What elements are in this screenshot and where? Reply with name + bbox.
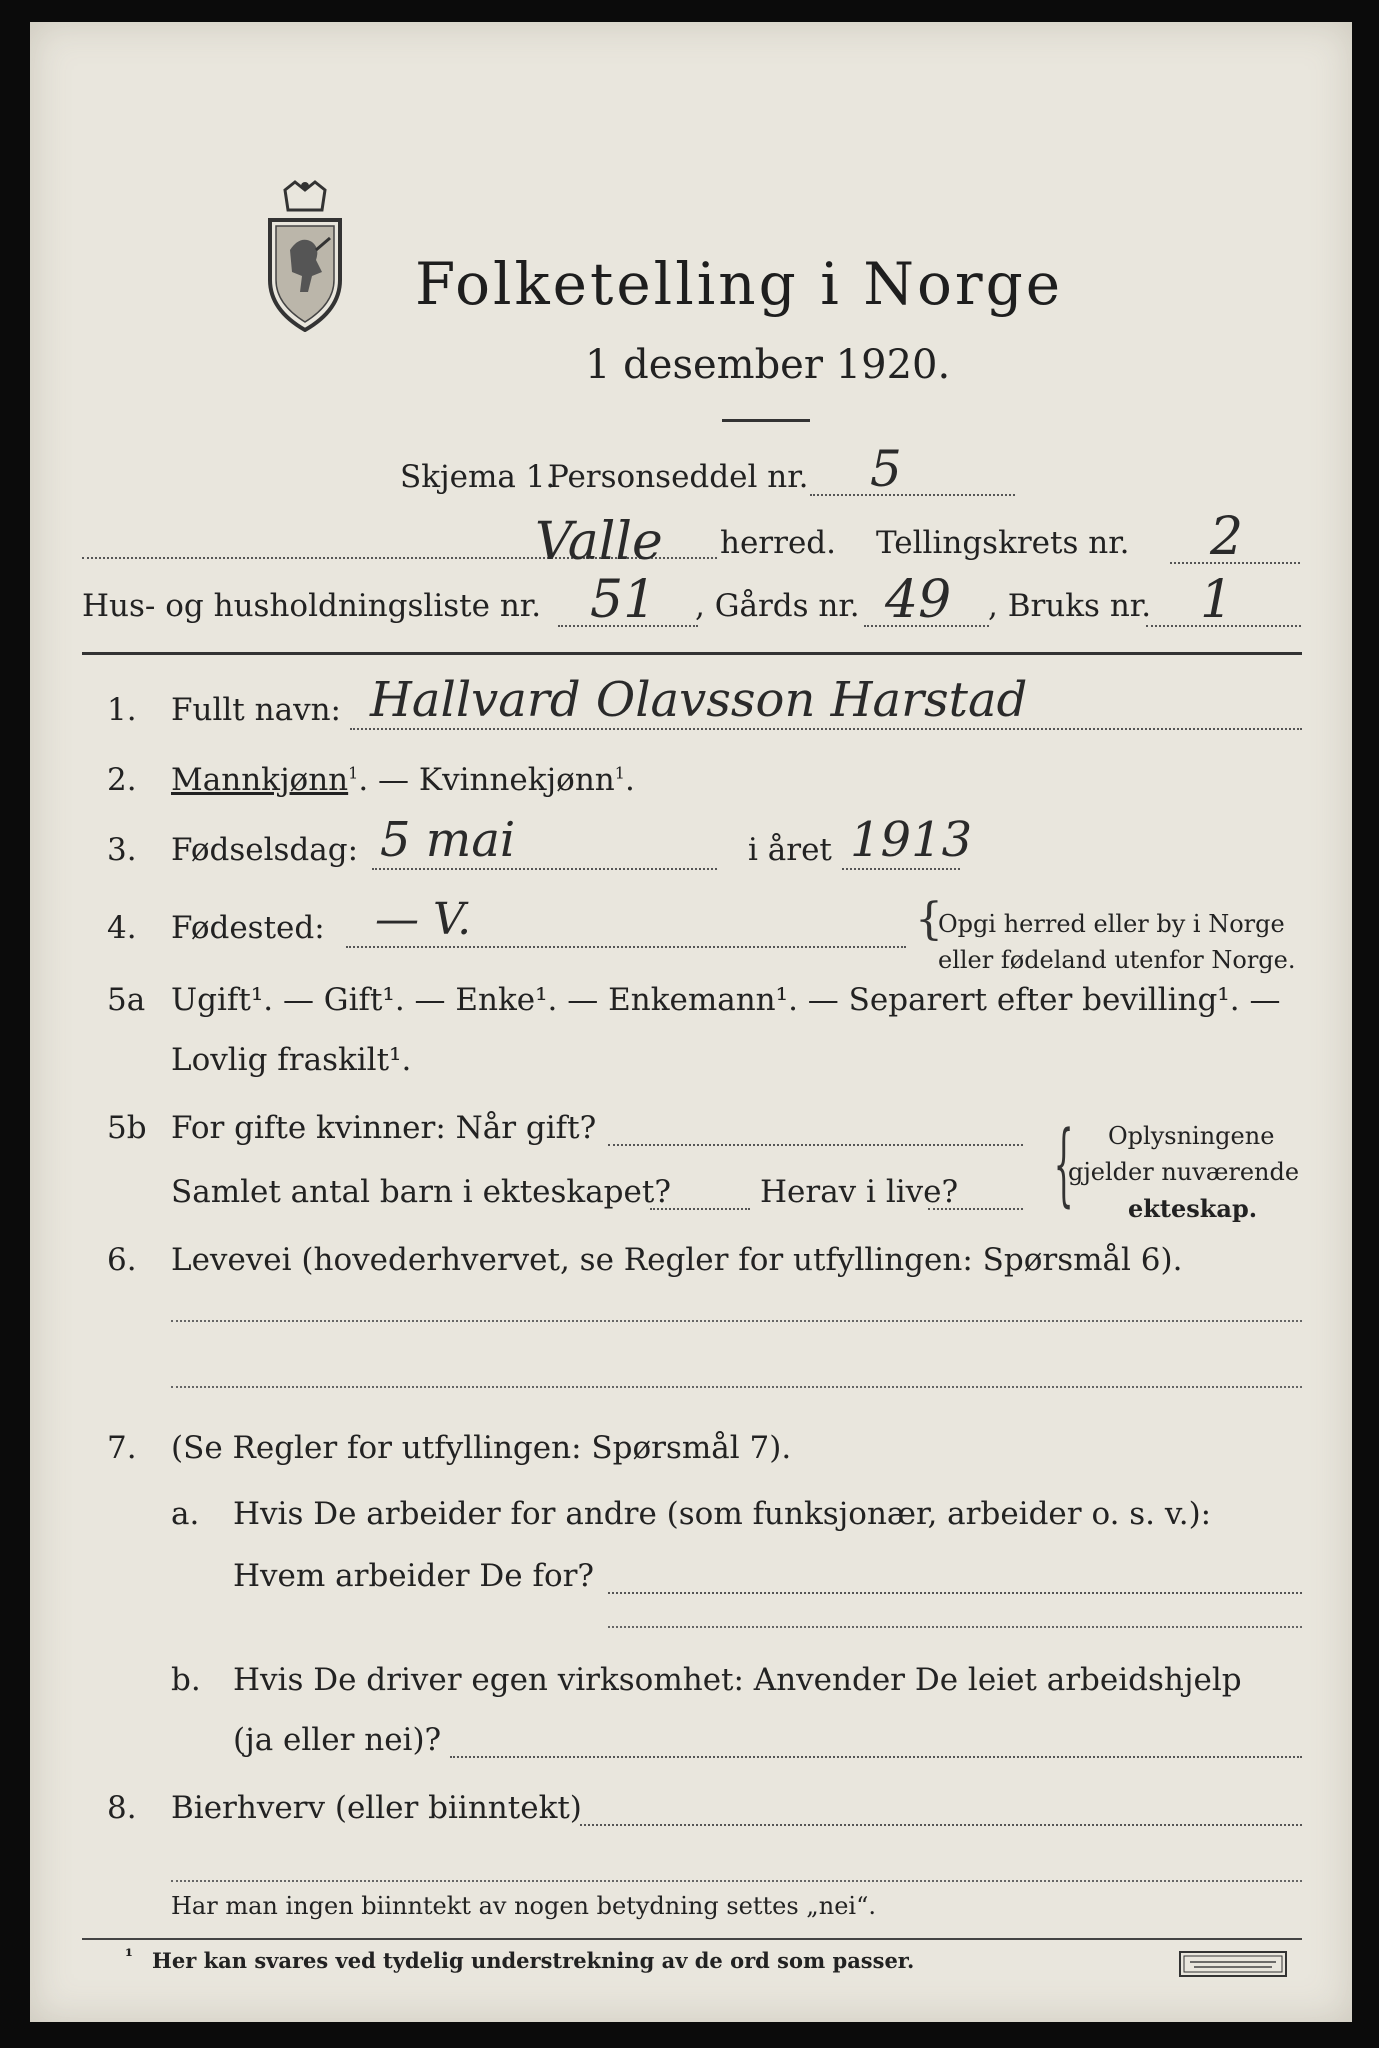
- birthplace-note-line2: eller fødeland utenfor Norge.: [938, 946, 1296, 974]
- tellingskrets-value[interactable]: 2: [1210, 507, 1244, 567]
- q5b-alive-label: Herav i live?: [760, 1174, 959, 1210]
- q3-label: Fødselsdag:: [171, 832, 359, 868]
- header-divider: [82, 652, 1302, 655]
- skjema-label: Skjema 1.: [400, 459, 556, 495]
- birthplace-note-line1: Opgi herred eller by i Norge: [938, 910, 1285, 938]
- year-label: i året: [748, 832, 832, 868]
- title-divider: [722, 419, 810, 422]
- q1-label: Fullt navn:: [171, 692, 341, 728]
- footnote-mark: ¹: [125, 1946, 133, 1967]
- bruks-value[interactable]: 1: [1200, 570, 1234, 630]
- hus-label: Hus- og husholdningsliste nr.: [82, 588, 542, 624]
- full-name-value[interactable]: Hallvard Olavsson Harstad: [370, 672, 1028, 728]
- q4-label: Fødested:: [171, 910, 325, 946]
- q7-label: (Se Regler for utfyllingen: Spørsmål 7).: [171, 1430, 792, 1466]
- gender-male-option[interactable]: Mannkjønn: [171, 762, 349, 798]
- q4-number: 4.: [107, 910, 137, 946]
- q8-number: 8.: [107, 1790, 137, 1826]
- marital-status-options[interactable]: Ugift¹. — Gift¹. — Enke¹. — Enkemann¹. — Separert efter bevilling¹. —: [171, 982, 1281, 1018]
- q7a-employer-label: Hvem arbeider De for?: [233, 1558, 595, 1594]
- q7b-yes-no-label: (ja eller nei)?: [233, 1722, 442, 1758]
- birthday-value[interactable]: 5 mai: [380, 812, 516, 868]
- q7a-letter: a.: [171, 1496, 200, 1532]
- personseddel-label: Personseddel nr.: [548, 459, 809, 495]
- hus-value[interactable]: 51: [590, 570, 657, 630]
- bruks-label: , Bruks nr.: [988, 588, 1152, 624]
- footnote-divider: [82, 1938, 1302, 1940]
- q6-answer-line2[interactable]: [171, 1386, 1302, 1388]
- census-date: 1 desember 1920.: [585, 342, 951, 388]
- q7b-letter: b.: [171, 1662, 201, 1698]
- q2-number: 2.: [107, 762, 137, 798]
- q3-number: 3.: [107, 832, 137, 868]
- footnote-text: Her kan svares ved tydelig understrekning av de ord som passer.: [152, 1948, 915, 1973]
- gender-separator: . —: [358, 762, 419, 798]
- herred-value[interactable]: Valle: [535, 512, 663, 572]
- q7a-answer-line[interactable]: [608, 1626, 1302, 1628]
- q5b-when-married-label: For gifte kvinner: Når gift?: [171, 1110, 597, 1146]
- q5b-children-label: Samlet antal barn i ekteskapet?: [171, 1174, 671, 1210]
- q8-answer-line[interactable]: [171, 1880, 1302, 1882]
- tellingskrets-label: Tellingskrets nr.: [876, 525, 1130, 561]
- norway-lion-crest-icon: [250, 180, 360, 332]
- q1-number: 1.: [107, 692, 137, 728]
- birth-year-value[interactable]: 1913: [850, 812, 973, 868]
- gender-female-option[interactable]: Kvinnekjønn: [418, 762, 615, 798]
- q5b-note-line3: ekteskap.: [1128, 1194, 1258, 1223]
- personseddel-value[interactable]: 5: [870, 440, 902, 498]
- gards-label: , Gårds nr.: [695, 588, 860, 624]
- census-sheet: Folketelling i Norge 1 desember 1920. Skjema 1. Personseddel nr. 5 Valle herred. Tellingskrets nr. 2 Hus- og husholdningsliste nr. 51 , Gårds nr. 49 , Bruks nr. 1 1. Fullt navn: Hallvard Olavsson Harstad 2. Mannkjønn$^1$. — Kvinnekjønn$^1$. 3. Fødselsdag: 5 mai i året 1913 4. Fødested: — V. { Opgi herred eller by i Norge eller fødeland utenfor Norge. 5a Ugift¹. — Gift¹. — Enke¹. — Enkemann¹. — Separert efter bevilling¹. — Lovlig fraskilt¹. 5b For gifte kvinner: Når gift? Samlet antal barn i ekteskapet? Herav i live? { Oplysningene gjelder nuværende ekteskap. 6. Levevei (hovederhvervet, se Regler for utfyllingen: Spørsmål 6). 7. (Se Regler for utfyllingen: Spørsmål 7). a. Hvis De arbeider for andre (som funksjonær, arbeider o. s. v.): Hvem arbeider De for? b. Hvis De driver egen virksomhet: Anvender De leiet arbeidshjelp (ja eller nei)? 8. Bierhverv (eller biinntekt) Har man ingen biinntekt av nogen betydning settes „nei“. ¹ Her kan svares ved tydelig understrekning av de ord som passer.: [30, 22, 1352, 2022]
- q8-label: Bierhverv (eller biinntekt): [171, 1790, 582, 1826]
- income-note: Har man ingen biinntekt av nogen betydning settes „nei“.: [171, 1892, 876, 1920]
- birthplace-value[interactable]: — V.: [375, 894, 472, 945]
- q7b-text: Hvis De driver egen virksomhet: Anvender De leiet arbeidshjelp: [233, 1662, 1242, 1698]
- q5b-number: 5b: [107, 1110, 147, 1146]
- q5b-note-line2: gjelder nuværende: [1068, 1158, 1300, 1186]
- q5a-number: 5a: [107, 982, 146, 1018]
- marital-status-divorced[interactable]: Lovlig fraskilt¹.: [171, 1042, 412, 1078]
- printer-stamp-icon: [1178, 1950, 1288, 1978]
- q6-number: 6.: [107, 1242, 137, 1278]
- gards-value[interactable]: 49: [885, 570, 952, 630]
- page-title: Folketelling i Norge: [415, 250, 1064, 318]
- q6-label: Levevei (hovederhvervet, se Regler for utfyllingen: Spørsmål 6).: [171, 1242, 1183, 1278]
- q7-number: 7.: [107, 1430, 137, 1466]
- herred-label: herred.: [720, 525, 836, 561]
- q6-answer-line1[interactable]: [171, 1320, 1302, 1322]
- q5b-note-line1: Oplysningene: [1108, 1122, 1275, 1150]
- q7a-text: Hvis De arbeider for andre (som funksjonær, arbeider o. s. v.):: [233, 1496, 1212, 1532]
